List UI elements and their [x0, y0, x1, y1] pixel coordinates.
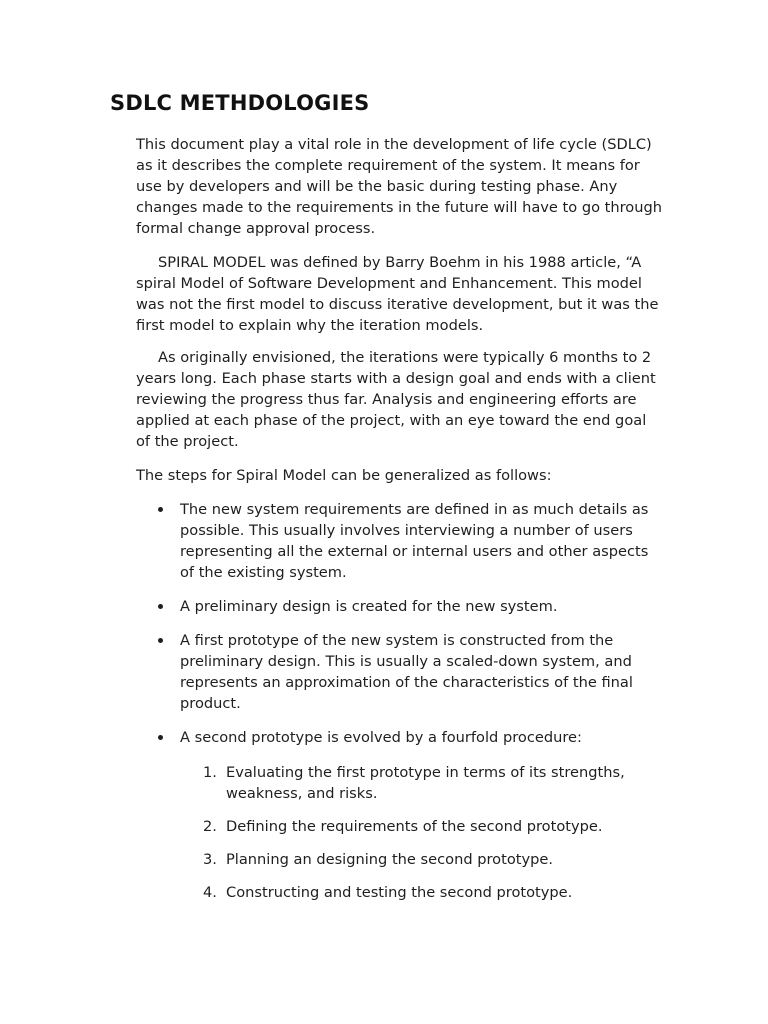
paragraph-spiral-model: [136, 252, 664, 336]
numbered-item: [200, 882, 660, 903]
paragraph-intro: [136, 134, 664, 239]
paragraph-text: SPIRAL MODEL was defined by Barry Boehm in his 1988 article, “A spiral Model of Software Development and Enhancement. This model was not the first model to discuss iterative development, but it was the first model to explain why the iteration models.: [136, 254, 659, 334]
item-number: 1.: [203, 764, 217, 781]
bullet-icon: [158, 735, 163, 740]
numbered-item: [200, 816, 660, 837]
item-number: 4.: [203, 884, 217, 901]
bullet-item: [136, 596, 656, 617]
numbered-list: [200, 762, 660, 915]
bullet-text: A first prototype of the new system is constructed from the preliminary design. This is usually a scaled-down system, and represents an approximation of the characteristics of the final product.: [180, 632, 633, 712]
bullet-text: A preliminary design is created for the new system.: [180, 598, 558, 615]
bullet-text: The new system requirements are defined in as much details as possible. This usually involves interviewing a number of users representing all the external or internal users and other aspects of the existing system.: [180, 501, 649, 581]
document-title: SDLC METHDOLOGIES: [110, 91, 370, 115]
paragraph-iterations: [136, 347, 664, 452]
paragraph-steps-intro: [136, 465, 664, 486]
item-text: Constructing and testing the second prototype.: [226, 884, 573, 901]
item-number: 2.: [203, 818, 217, 835]
paragraph-text: This document play a vital role in the development of life cycle (SDLC) as it describes the complete requirement of the system. It means for use by developers and will be the basic during testing phase. Any changes made to the requirements in the future will have to go through formal change approval process.: [136, 136, 662, 237]
numbered-item: [200, 762, 660, 804]
bullet-item: [136, 499, 656, 583]
item-text: Planning an designing the second prototype.: [226, 851, 553, 868]
paragraph-text: The steps for Spiral Model can be generalized as follows:: [136, 467, 552, 484]
bullet-item: [136, 630, 656, 714]
bullet-icon: [158, 638, 163, 643]
bullet-icon: [158, 604, 163, 609]
bullet-text: A second prototype is evolved by a fourfold procedure:: [180, 729, 582, 746]
item-text: Evaluating the first prototype in terms of its strengths, weakness, and risks.: [226, 764, 625, 802]
item-text: Defining the requirements of the second prototype.: [226, 818, 603, 835]
bullet-icon: [158, 507, 163, 512]
paragraph-text: As originally envisioned, the iterations were typically 6 months to 2 years long. Each phase starts with a design goal and ends with a client reviewing the progress thus far. Analysis and engineering efforts are applied at each phase of the project, with an eye toward the end goal of the project.: [136, 349, 656, 450]
numbered-item: [200, 849, 660, 870]
item-number: 3.: [203, 851, 217, 868]
bullet-item: [136, 727, 656, 748]
bullet-list: [136, 499, 656, 761]
